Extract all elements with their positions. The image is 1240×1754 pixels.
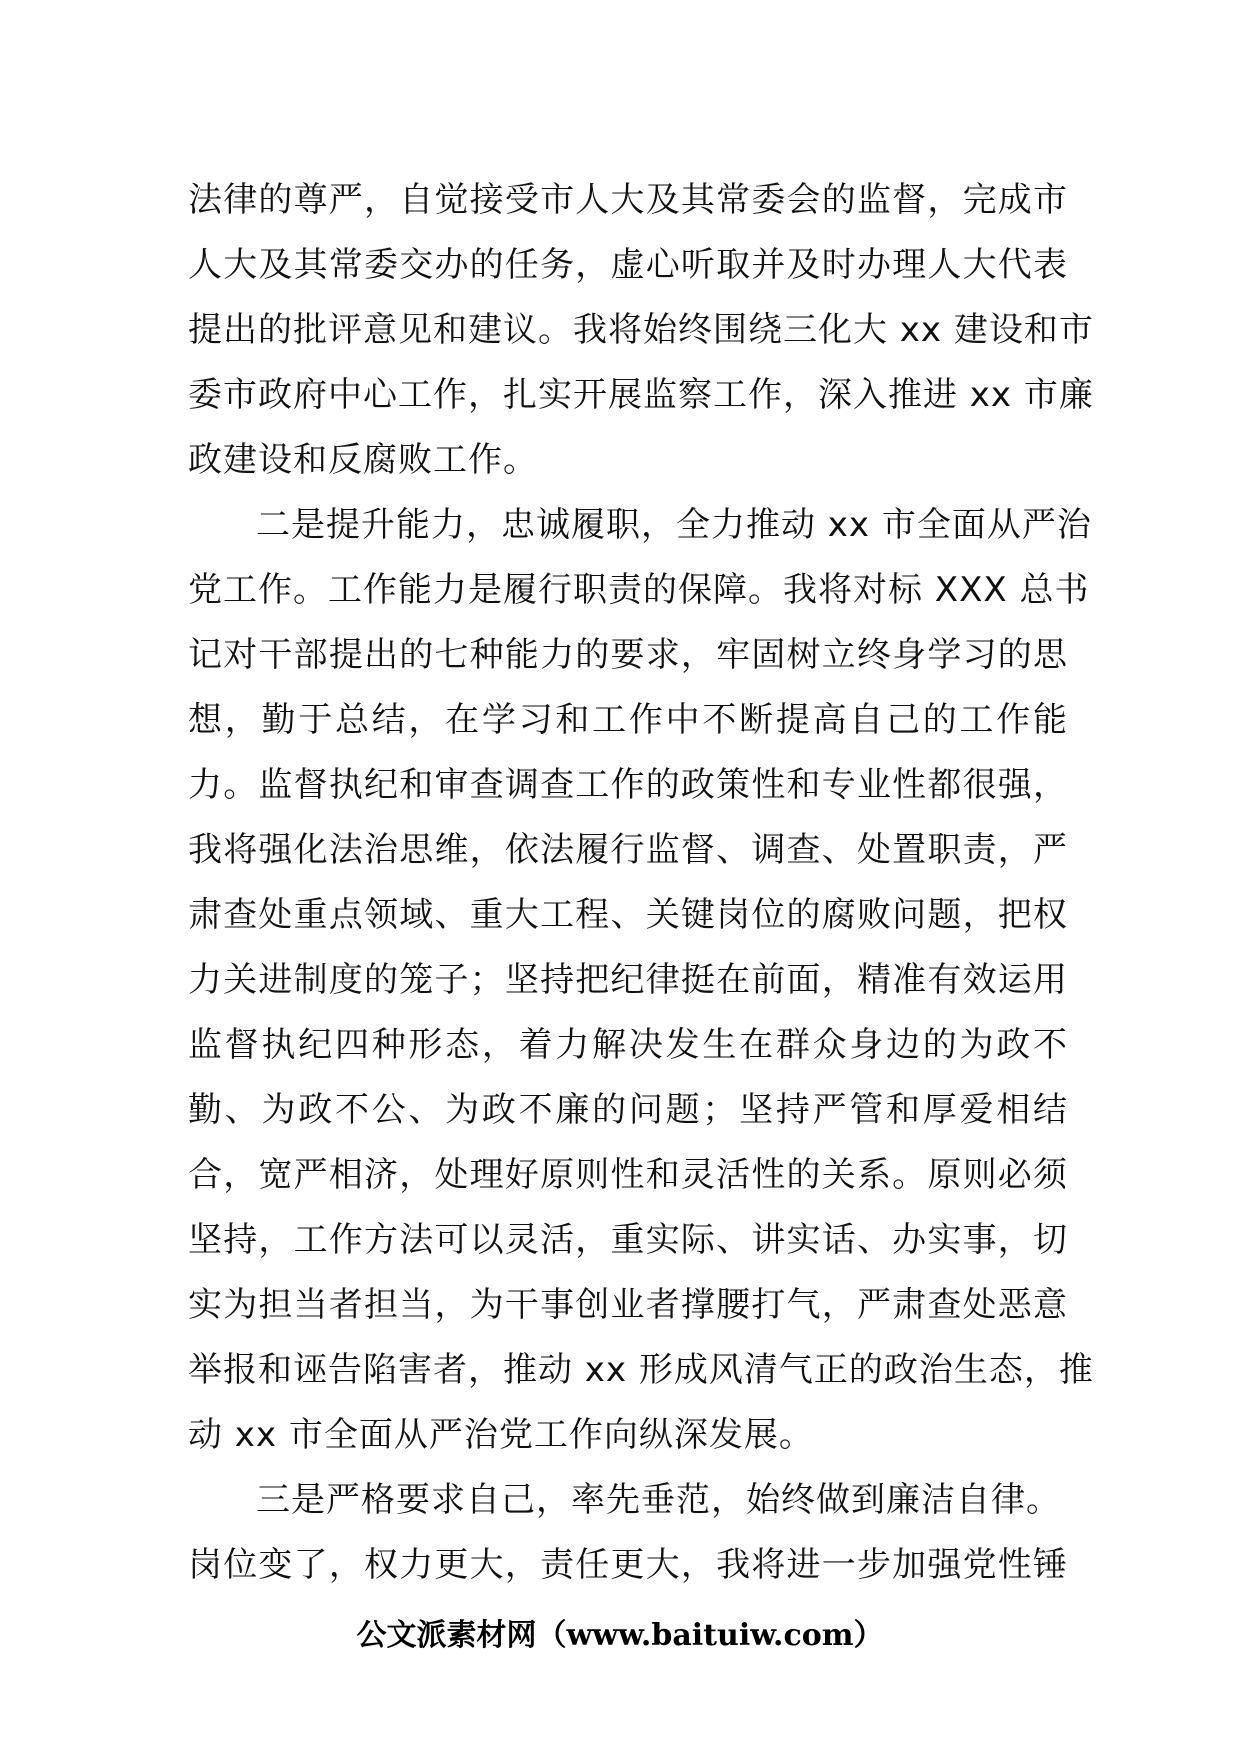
text-line: 三是严格要求自己，率先垂范，始终做到廉洁自律。 [256, 1480, 1061, 1520]
text-line: 监督执纪四种形态，着力解决发生在群众身边的为政不 [188, 1025, 1068, 1065]
text-line: 提出的批评意见和建议。我将始终围绕三化大 xx 建设和市 [188, 310, 1094, 350]
text-line: 力。监督执纪和审查调查工作的政策性和专业性都很强， [188, 765, 1068, 805]
text-line: 委市政府中心工作，扎实开展监察工作，深入推进 xx 市廉 [188, 375, 1094, 415]
text-line: 力关进制度的笼子；坚持把纪律挺在前面，精准有效运用 [188, 960, 1068, 1000]
text-line: 岗位变了，权力更大，责任更大，我将进一步加强党性锤 [188, 1545, 1068, 1585]
text-line: 动 xx 市全面从严治党工作向纵深发展。 [188, 1415, 814, 1455]
text-line: 政建设和反腐败工作。 [188, 440, 538, 480]
footer-source-text: 公文派素材网（www.baituiw.com） [356, 1618, 884, 1653]
text-line: 二是提升能力，忠诚履职，全力推动 xx 市全面从严治 [256, 505, 1092, 545]
text-line: 法律的尊严，自觉接受市人大及其常委会的监督，完成市 [188, 180, 1068, 220]
text-line: 合，宽严相济，处理好原则性和灵活性的关系。原则必须 [188, 1155, 1068, 1195]
document-body [188, 168, 1094, 1598]
text-line: 举报和诬告陷害者，推动 xx 形成风清气正的政治生态，推 [188, 1350, 1094, 1390]
text-line: 实为担当者担当，为干事创业者撑腰打气，严肃查处恶意 [188, 1285, 1068, 1325]
text-line: 人大及其常委交办的任务，虚心听取并及时办理人大代表 [188, 245, 1068, 285]
text-line: 记对干部提出的七种能力的要求，牢固树立终身学习的思 [188, 635, 1068, 675]
text-line: 肃查处重点领域、重大工程、关键岗位的腐败问题，把权 [188, 895, 1068, 935]
text-line: 党工作。工作能力是履行职责的保障。我将对标 XXX 总书 [188, 570, 1090, 610]
text-line: 勤、为政不公、为政不廉的问题；坚持严管和厚爱相结 [188, 1090, 1068, 1130]
text-line: 坚持，工作方法可以灵活，重实际、讲实话、办实事，切 [188, 1220, 1068, 1260]
text-line: 我将强化法治思维，依法履行监督、调查、处置职责，严 [188, 830, 1068, 870]
text-line: 想，勤于总结，在学习和工作中不断提高自己的工作能 [188, 700, 1068, 740]
